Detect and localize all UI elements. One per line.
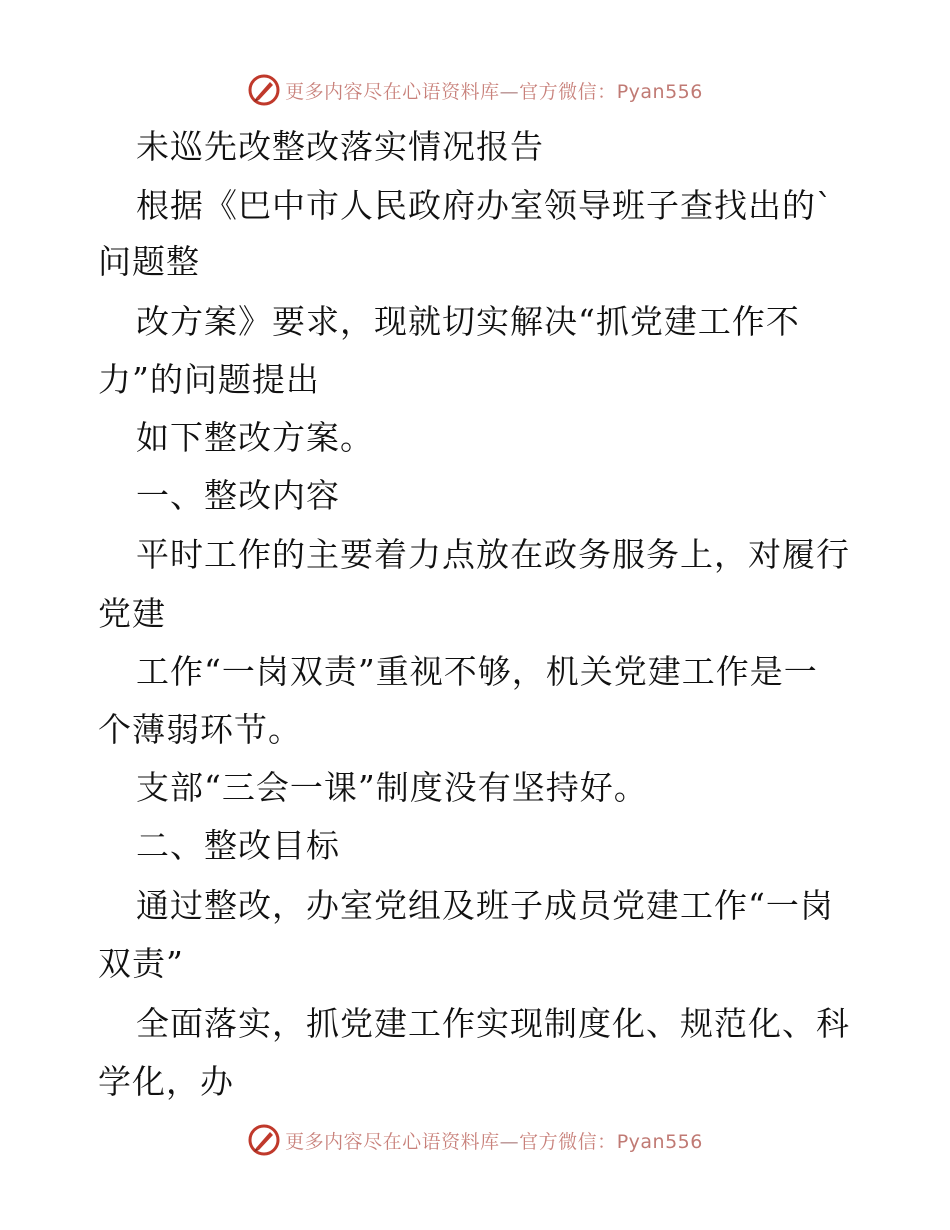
watermark-separator: — [499,80,520,103]
paragraph-line: 党建 [98,594,166,633]
paragraph-line: 力”的问题提出 [98,360,320,399]
paragraph-line: 平时工作的主要着力点放在政务服务上，对履行 [136,535,850,574]
watermark-suffix: 官方微信： [519,80,617,103]
paragraph-line: 问题整 [98,242,200,281]
watermark-suffix: 官方微信： [519,1130,617,1153]
paragraph-line: 改方案》要求，现就切实解决“抓党建工作不 [136,302,800,341]
watermark-separator: — [499,1130,520,1153]
document-title: 未巡先改整改落实情况报告 [136,127,544,166]
watermark-id: Pyan556 [616,80,703,103]
paragraph-line: 如下整改方案。 [136,418,374,457]
paragraph-line: 通过整改，办室党组及班子成员党建工作“一岗 [136,886,834,925]
paragraph-line: 全面落实，抓党建工作实现制度化、规范化、科 [136,1004,850,1043]
footer-watermark [0,1120,950,1160]
section-heading: 一、整改内容 [136,476,340,515]
paragraph-line: 双责” [98,944,184,983]
watermark-title: 更多内容尽在心语资料库 [285,80,500,103]
paragraph-line: 学化，办 [98,1062,234,1101]
paragraph-line: 工作“一岗双责”重视不够，机关党建工作是一 [136,652,818,691]
watermark-text [285,1127,703,1154]
paragraph-line: 根据《巴中市人民政府办室领导班子查找出的` [136,186,834,225]
section-heading: 二、整改目标 [136,826,340,865]
paragraph-line: 支部“三会一课”制度没有坚持好。 [136,768,648,807]
watermark-title: 更多内容尽在心语资料库 [285,1130,500,1153]
watermark-id: Pyan556 [616,1130,703,1153]
pen-logo-icon [247,1123,281,1157]
paragraph-line: 个薄弱环节。 [98,710,302,749]
